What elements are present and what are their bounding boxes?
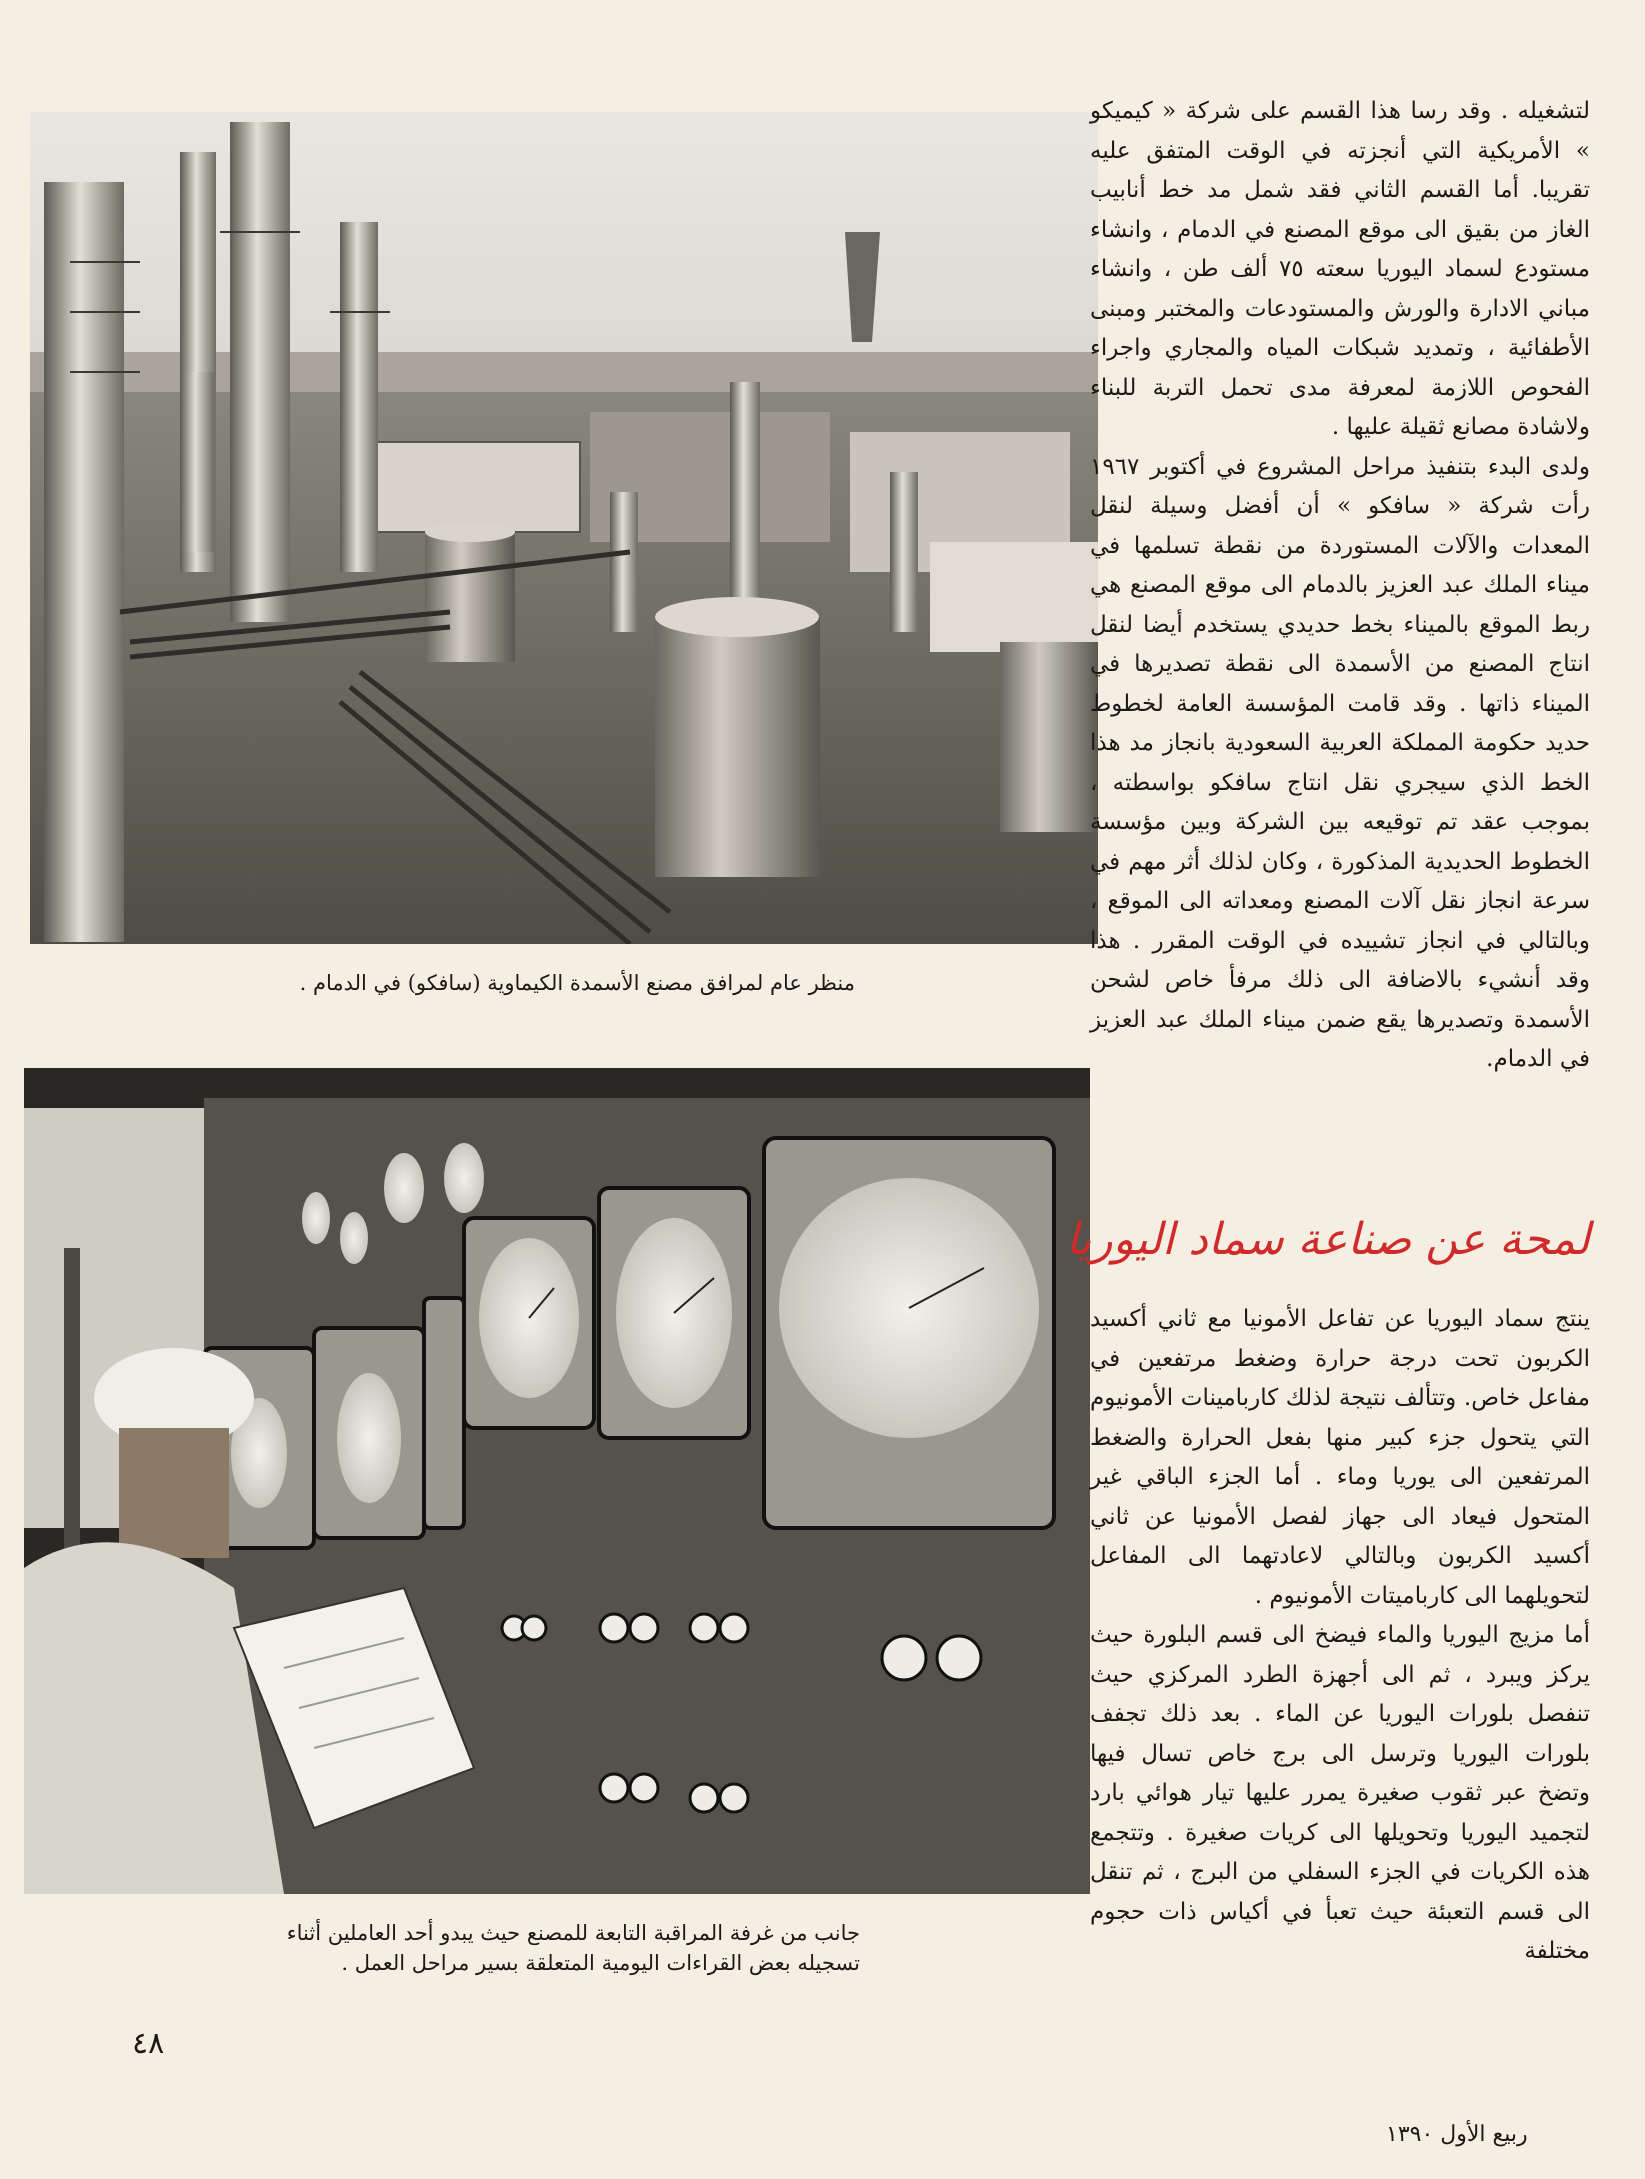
plant-photo	[30, 112, 1098, 944]
section-heading: لمحة عن صناعة سماد اليوريا	[1065, 1214, 1590, 1265]
page-number: ٤٨	[132, 2026, 165, 2061]
issue-date: ربيع الأول ١٣٩٠	[1386, 2122, 1528, 2147]
control-room-illustration	[24, 1068, 1090, 1894]
control-room-photo	[24, 1068, 1090, 1894]
article-text-top	[1090, 92, 1590, 1080]
plant-photo-caption: منظر عام لمرافق مصنع الأسمدة الكيماوية (سافكو) في الدمام .	[299, 971, 855, 995]
article-paragraph: ولدى البدء بتنفيذ مراحل المشروع في أكتوبر ١٩٦٧ رأت شركة « سافكو » أن أفضل وسيلة لنقل المعدات والآلات المستوردة من نقطة تسلمها في ميناء الملك عبد العزيز بالدمام الى موقع المصنع هي ربط الموقع بالميناء بخط حديدي يستخدم أيضا لنقل انتاج المصنع من الأسمدة الى نقطة تصديرها في الميناء ذاتها . وقد قامت المؤسسة العامة لخطوط حديد حكومة المملكة العربية السعودية بانجاز مد هذا الخط الذي سيجري نقل انتاج سافكو بواسطته ، بموجب عقد تم توقيعه بين الشركة وبين مؤسسة الخطوط الحديدية المذكورة ، وكان لذلك أثر مهم في سرعة انجاز نقل آلات المصنع ومعداته الى الموقع ، وبالتالي في انجاز تشييده في الوقت المقرر . هذا وقد أنشيء بالاضافة الى ذلك مرفأ خاص لشحن الأسمدة وتصديرها يقع ضمن ميناء الملك عبد العزيز في الدمام.	[1090, 453, 1590, 1072]
article-text-bottom	[1090, 1300, 1590, 1972]
article-paragraph: لتشغيله . وقد رسا هذا القسم على شركة « كيميكو » الأمريكية التي أنجزته في الوقت المتفق عليه تقريبا. أما القسم الثاني فقد شمل مد خط أنابيب الغاز من بقيق الى موقع المصنع في الدمام ، وانشاء مستودع لسماد اليوريا سعته ٧٥ ألف طن ، وانشاء مباني الادارة والورش والمستودعات والمختبر ومبنى الأطفائية ، وتمديد شبكات المياه والمجاري واجراء الفحوص اللازمة لمعرفة مدى تحمل التربة للبناء ولاشادة مصانع ثقيلة عليها .	[1090, 98, 1590, 440]
article-paragraph: أما مزيج اليوريا والماء فيضخ الى قسم البلورة حيث يركز ويبرد ، ثم الى أجهزة الطرد المركزي حيث تنفصل بلورات اليوريا عن الماء . بعد ذلك تجفف بلورات اليوريا وترسل الى برج خاص تسال فيها وتضخ عبر ثقوب صغيرة يمرر عليها تيار هوائي بارد لتجميد اليوريا وتحويلها الى كريات صغيرة . وتتجمع هذه الكريات في الجزء السفلي من البرج ، ثم تنقل الى قسم التعبئة حيث تعبأ في أكياس ذات حجوم مختلفة	[1090, 1622, 1590, 1964]
article-paragraph: ينتج سماد اليوريا عن تفاعل الأمونيا مع ثاني أكسيد الكربون تحت درجة حرارة وضغط مرتفعين في مفاعل خاص. وتتألف نتيجة لذلك كاربامينات الأمونيوم التي يتحول جزء كبير منها بفعل الحرارة والضغط المرتفعين الى يوريا وماء . أما الجزء الباقي غير المتحول فيعاد الى جهاز لفصل الأمونيا عن ثاني أكسيد الكربون وبالتالي لاعادتهما الى المفاعل لتحويلهما الى كارباميتات الأمونيوم .	[1090, 1306, 1590, 1609]
plant-illustration	[30, 112, 1098, 944]
control-room-photo-caption: جانب من غرفة المراقبة التابعة للمصنع حيث يبدو أحد العاملين أثناء تسجيله بعض القراءات اليومية المتعلقة بسير مراحل العمل .	[286, 1921, 860, 1975]
